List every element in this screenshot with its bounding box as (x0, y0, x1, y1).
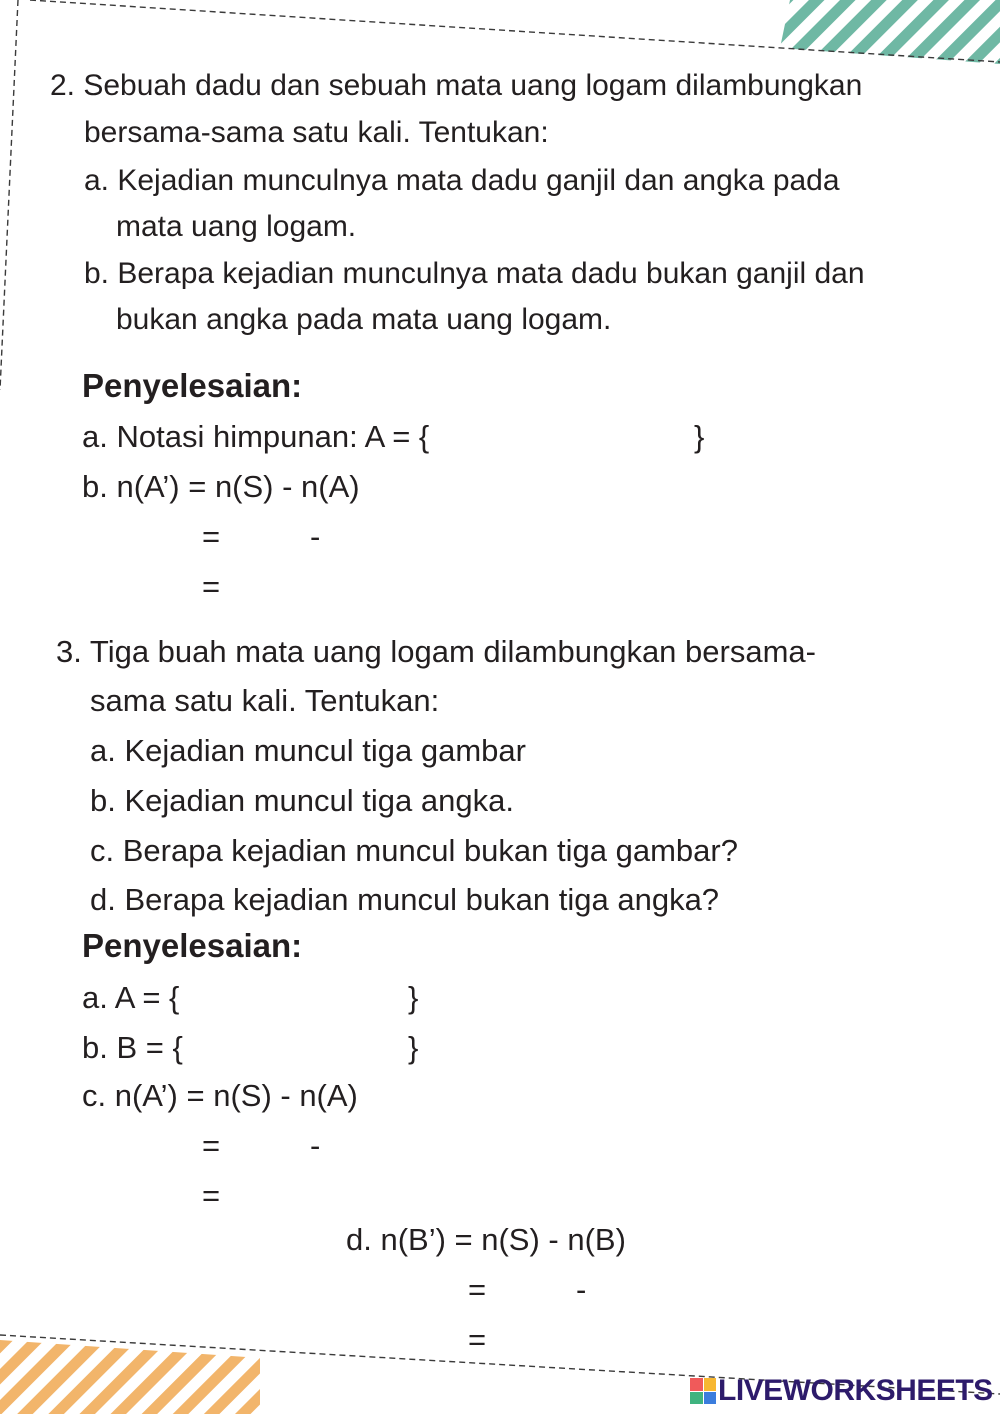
q3-answer-c-equals-1: = (202, 1128, 221, 1163)
liveworksheets-logo[interactable] (690, 1373, 993, 1409)
q2-answer-a-label: a. Notasi himpunan: A = { (82, 419, 430, 454)
q3-item-c: c. Berapa kejadian muncul bukan tiga gambar? (90, 833, 738, 868)
q3-answer-b-label: b. B = { (82, 1030, 183, 1065)
q3-answer-a-label: a. A = { (82, 980, 180, 1015)
q2-stem-line1: 2. Sebuah dadu dan sebuah mata uang logam dilambungkan (50, 69, 863, 102)
q3-item-d: d. Berapa kejadian muncul bukan tiga angka? (90, 882, 720, 917)
q3-stem-line1: 3. Tiga buah mata uang logam dilambungkan bersama- (56, 634, 816, 669)
q3-answer-c-formula: c. n(A’) = n(S) - n(A) (82, 1078, 358, 1113)
q3-item-a: a. Kejadian muncul tiga gambar (90, 733, 526, 768)
q3-answer-d-equals-1: = (468, 1272, 487, 1307)
q2-item-a-line2: mata uang logam. (116, 210, 357, 243)
q2-answer-a-close-brace: } (694, 419, 705, 454)
q2-stem-line2: bersama-sama satu kali. Tentukan: (84, 116, 549, 149)
q3-answer-b-close-brace: } (408, 1030, 419, 1065)
liveworksheets-logo-icon (690, 1378, 716, 1404)
q2-answer-b-equals-1: = (202, 519, 221, 554)
q3-solution-heading: Penyelesaian: (82, 927, 303, 964)
q3-answer-a-close-brace: } (408, 980, 419, 1015)
q3-stem-line2: sama satu kali. Tentukan: (90, 683, 440, 718)
orange-striped-corner (0, 1340, 260, 1414)
q2-solution-heading: Penyelesaian: (82, 367, 303, 404)
q2-item-b-line2: bukan angka pada mata uang logam. (116, 303, 612, 336)
q2-answer-b-equals-2: = (202, 569, 221, 604)
q2-answer-b-formula: b. n(A’) = n(S) - n(A) (82, 469, 360, 504)
q2-item-b-line1: b. Berapa kejadian munculnya mata dadu bukan ganjil dan (84, 257, 865, 290)
q3-answer-c-equals-2: = (202, 1178, 221, 1213)
left-dashed-border (0, 0, 18, 390)
q3-answer-c-minus: - (310, 1128, 321, 1163)
q2-item-a-line1: a. Kejadian munculnya mata dadu ganjil dan angka pada (84, 164, 840, 197)
q3-answer-d-equals-2: = (468, 1322, 487, 1357)
liveworksheets-logo-text: LIVEWORKSHEETS (718, 1374, 993, 1407)
q3-answer-d-formula: d. n(B’) = n(S) - n(B) (346, 1222, 626, 1257)
q2-answer-b-minus: - (310, 519, 321, 554)
q3-answer-d-minus: - (576, 1272, 587, 1307)
q3-item-b: b. Kejadian muncul tiga angka. (90, 783, 514, 818)
